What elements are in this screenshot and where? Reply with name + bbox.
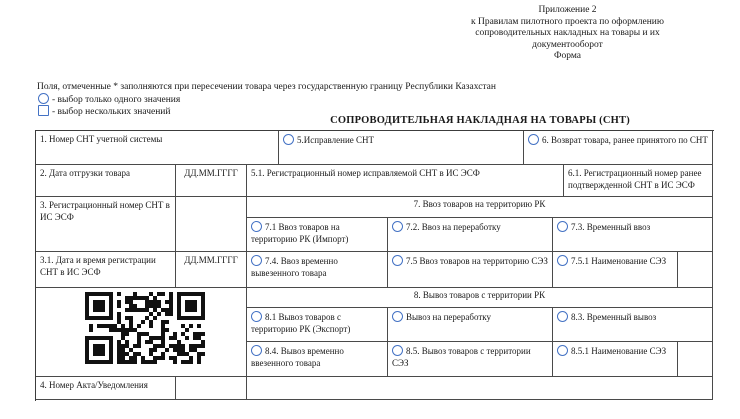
- option-label: 8.4. Вывоз временно ввезенного товара: [251, 346, 344, 368]
- option-label: 6. Возврат товара, ранее принятого по СНТ: [542, 135, 708, 145]
- option-8-1-export: [247, 308, 388, 342]
- option-8-5-sez: [388, 342, 553, 377]
- empty-cell: [176, 377, 247, 400]
- legend-radio-label: - выбор только одного значения: [52, 95, 181, 105]
- radio-icon[interactable]: [251, 345, 262, 356]
- page-title: СОПРОВОДИТЕЛЬНАЯ НАКЛАДНАЯ НА ТОВАРЫ (СНТ): [330, 115, 630, 126]
- legend-checkbox: [38, 105, 170, 118]
- option-label: 5.Исправление СНТ: [297, 135, 375, 145]
- empty-cell: [678, 252, 713, 288]
- option-8-4-temp-imported: [247, 342, 388, 377]
- reg-datetime-mask: ДД.ММ.ГГГГ: [176, 252, 247, 288]
- radio-icon[interactable]: [557, 255, 568, 266]
- legend-checkbox-label: - выбор нескольких значений: [52, 107, 171, 117]
- option-8-5-1-sez-name: [553, 342, 678, 377]
- field-5-1-reg-num-corrected: 5.1. Регистрационный номер исправляемой СНТ в ИС ЭСФ: [247, 165, 564, 197]
- empty-cell: [247, 377, 713, 400]
- appendix-line: документооборот: [532, 39, 603, 50]
- field-3-reg-num: 3. Регистрационный номер СНТ в ИС ЭСФ: [36, 197, 176, 252]
- radio-icon: [38, 93, 49, 104]
- option-8-2-processing: [388, 308, 553, 342]
- radio-icon[interactable]: [392, 221, 403, 232]
- option-label: Вывоз на переработку: [406, 312, 492, 322]
- radio-icon[interactable]: [392, 345, 403, 356]
- radio-icon[interactable]: [392, 255, 403, 266]
- option-8-3-temporary: [553, 308, 713, 342]
- option-label: 7.3. Временный ввоз: [571, 222, 651, 232]
- option-label: 7.5 Ввоз товаров на территорию СЭЗ: [406, 256, 548, 266]
- option-label: 8.3. Временный вывоз: [571, 312, 657, 322]
- field-2-ship-date: 2. Дата отгрузки товара: [36, 165, 176, 197]
- radio-icon[interactable]: [392, 311, 403, 322]
- appendix-line: Приложение 2: [538, 5, 597, 15]
- option-label: 8.5. Вывоз товаров с территории СЭЗ: [392, 346, 531, 368]
- checkbox-icon: [38, 105, 49, 116]
- radio-icon[interactable]: [251, 255, 262, 266]
- ship-date-mask: ДД.ММ.ГГГГ: [176, 165, 247, 197]
- option-7-5-sez: [388, 252, 553, 288]
- option-7-1-import: [247, 218, 388, 252]
- option-label: 7.4. Ввоз временно вывезенного товара: [251, 256, 338, 278]
- option-7-5-1-sez-name: [553, 252, 678, 288]
- form-table: [35, 130, 714, 401]
- appendix-line: Форма: [553, 51, 582, 61]
- qr-code: [36, 288, 247, 377]
- radio-icon[interactable]: [557, 221, 568, 232]
- radio-icon[interactable]: [283, 134, 294, 145]
- option-7-4-temp-exported: [247, 252, 388, 288]
- option-label: 8.1 Вывоз товаров с территорию РК (Экспорт): [251, 312, 351, 334]
- appendix-line: к Правилам пилотного проекта по оформлению: [470, 16, 664, 27]
- radio-icon[interactable]: [251, 311, 262, 322]
- field-6-1-reg-num-confirmed: 6.1. Регистрационный номер ранее подтвержденной СНТ в ИС ЭСФ: [564, 165, 713, 197]
- appendix-header: [400, 5, 735, 63]
- field-5-correction: [279, 131, 524, 165]
- empty-cell: [176, 197, 247, 252]
- section-7-header: 7. Ввоз товаров на территорию РК: [247, 197, 713, 218]
- radio-icon[interactable]: [557, 345, 568, 356]
- field-3-1-reg-datetime: 3.1. Дата и время регистрации СНТ в ИС ЭСФ: [36, 252, 176, 288]
- option-7-3-temporary: [553, 218, 713, 252]
- fields-note: Поля, отмеченные * заполняются при пересечении товара через государственную границу Республики Казахстан: [37, 82, 496, 92]
- option-7-2-processing: [388, 218, 553, 252]
- radio-icon[interactable]: [557, 311, 568, 322]
- radio-icon[interactable]: [251, 221, 262, 232]
- radio-icon[interactable]: [528, 134, 539, 145]
- appendix-line: сопроводительных накладных на товары и их: [475, 28, 660, 38]
- field-4-act-number: 4. Номер Акта/Уведомления: [36, 377, 176, 400]
- section-8-header: 8. Вывоз товаров с территории РК: [247, 288, 713, 308]
- option-label: 7.2. Ввоз на переработку: [406, 222, 501, 232]
- option-label: 7.5.1 Наименование СЭЗ: [571, 256, 667, 266]
- empty-cell: [678, 342, 713, 377]
- option-label: 7.1 Ввоз товаров на территорию РК (Импорт): [251, 222, 349, 244]
- field-6-return: [524, 131, 713, 165]
- option-label: 8.5.1 Наименование СЭЗ: [571, 346, 667, 356]
- field-1-snt-number: 1. Номер СНТ учетной системы: [36, 131, 279, 165]
